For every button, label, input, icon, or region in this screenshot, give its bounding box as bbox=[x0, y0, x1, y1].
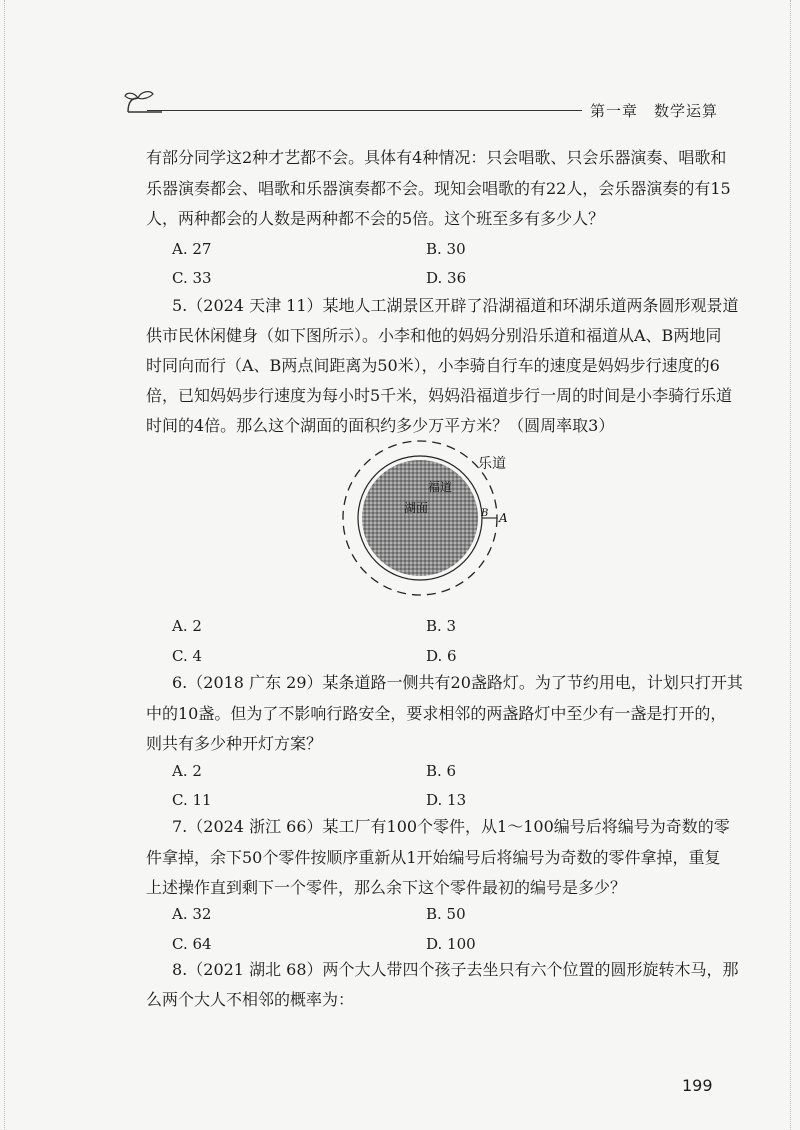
chapter-title: 数学运算 bbox=[654, 102, 719, 120]
q6-line-3: 则共有多少种开灯方案？ bbox=[146, 734, 323, 753]
q6-line-2: 中的10盏。但为了不影响行路安全，要求相邻的两盏路灯中至少有一盏是打开的， bbox=[146, 704, 727, 723]
chapter-header bbox=[590, 100, 718, 121]
q5-line-3: 时同向而行（A、B两点间距离为50米），小李骑自行车的速度是妈妈步行速度的6 bbox=[146, 356, 720, 375]
lake-surface bbox=[362, 460, 478, 576]
q4-line-3: 人，两种都会的人数是两种都不会的5倍。这个班至多有多少人？ bbox=[146, 209, 605, 228]
q5-option-c: C. 4 bbox=[172, 647, 203, 665]
q6-option-d: D. 13 bbox=[426, 791, 467, 809]
q8-line-2: 么两个大人不相邻的概率为： bbox=[146, 990, 355, 1009]
q7-option-c: C. 64 bbox=[172, 935, 212, 953]
chapter-number: 第一章 bbox=[590, 102, 639, 120]
q5-option-d: D. 6 bbox=[426, 647, 457, 665]
q6-option-b: B. 6 bbox=[426, 762, 457, 780]
q7-option-a: A. 32 bbox=[172, 905, 212, 923]
point-a-label: A bbox=[499, 511, 508, 525]
inner-path-label: 福道 bbox=[428, 480, 453, 494]
q4-option-a: A. 27 bbox=[172, 240, 212, 258]
page-number: 199 bbox=[682, 1076, 713, 1095]
lake-diagram bbox=[338, 438, 518, 598]
q6-option-a: A. 2 bbox=[172, 762, 202, 780]
q7-option-d: D. 100 bbox=[426, 935, 476, 953]
q6-option-c: C. 11 bbox=[172, 791, 212, 809]
q5-line-5: 时间的4倍。那么这个湖面的面积约多少万平方米？（圆周率取3） bbox=[146, 416, 615, 435]
q4-option-d: D. 36 bbox=[426, 269, 467, 287]
q4-line-2: 乐器演奏都会、唱歌和乐器演奏都不会。现知会唱歌的有22人，会乐器演奏的有15 bbox=[146, 179, 731, 198]
q7-line-1: 7.（2024 浙江 66）某工厂有100个零件，从1～100编号后将编号为奇数的零 bbox=[172, 817, 730, 836]
lake-label: 湖面 bbox=[404, 501, 429, 515]
q7-line-3: 上述操作直到剩下一个零件，那么余下这个零件最初的编号是多少？ bbox=[146, 878, 627, 897]
scan-edge-left bbox=[4, 0, 8, 1130]
q5-option-a: A. 2 bbox=[172, 617, 202, 635]
q5-line-1: 5.（2024 天津 11）某地人工湖景区开辟了沿湖福道和环湖乐道两条圆形观景道 bbox=[172, 296, 739, 315]
q4-line-1: 有部分同学这2种才艺都不会。具体有4种情况：只会唱歌、只会乐器演奏、唱歌和 bbox=[146, 148, 727, 167]
scan-edge-right bbox=[790, 0, 794, 1130]
q4-option-c: C. 33 bbox=[172, 269, 212, 287]
q5-line-2: 供市民休闲健身（如下图所示）。小李和他的妈妈分别沿乐道和福道从A、B两地同 bbox=[146, 326, 722, 345]
q7-option-b: B. 50 bbox=[426, 905, 466, 923]
q7-line-2: 件拿掉，余下50个零件按顺序重新从1开始编号后将编号为奇数的零件拿掉，重复 bbox=[146, 848, 721, 867]
outer-path-label: 乐道 bbox=[478, 456, 506, 472]
point-b-label: B bbox=[481, 508, 489, 519]
q4-option-b: B. 30 bbox=[426, 240, 466, 258]
header-rule bbox=[147, 110, 582, 111]
q5-option-b: B. 3 bbox=[426, 617, 457, 635]
q8-line-1: 8.（2021 湖北 68）两个大人带四个孩子去坐只有六个位置的圆形旋转木马，那 bbox=[172, 960, 739, 979]
q6-line-1: 6.（2018 广东 29）某条道路一侧共有20盏路灯。为了节约用电，计划只打开其 bbox=[172, 673, 743, 692]
q5-line-4: 倍，已知妈妈步行速度为每小时5千米，妈妈沿福道步行一周的时间是小李骑行乐道 bbox=[146, 386, 733, 405]
